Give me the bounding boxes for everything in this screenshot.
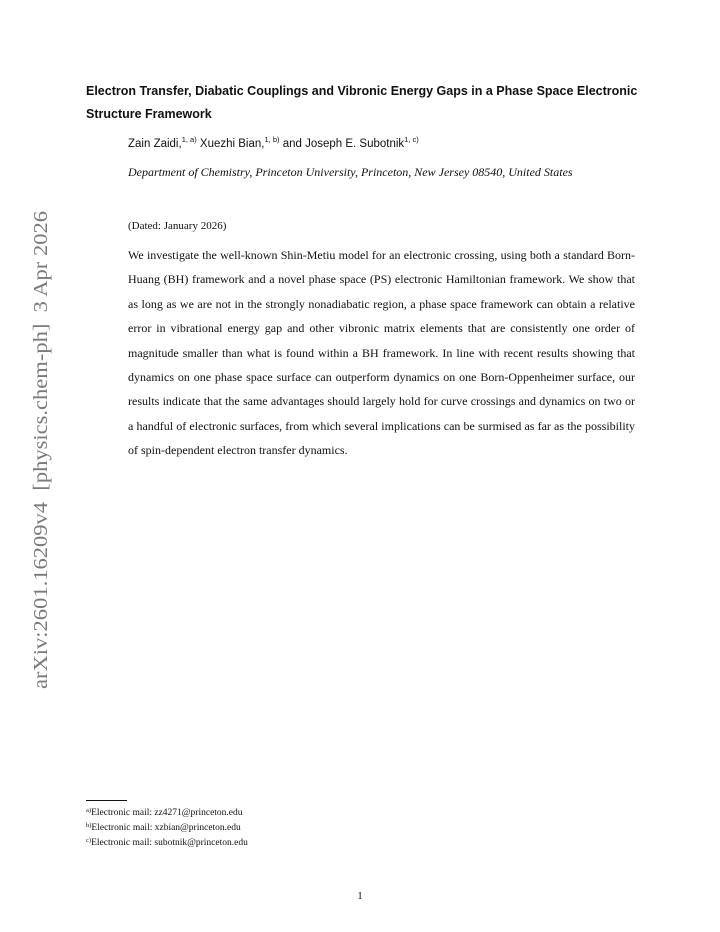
dated-line: (Dated: January 2026): [128, 220, 227, 232]
footnote-mark: b): [86, 822, 92, 829]
footnote: [86, 836, 486, 851]
author-mark: 1, c): [404, 135, 419, 144]
author-conjunction: and: [282, 138, 302, 150]
footnotes: [86, 806, 486, 851]
footnote-rule: [86, 800, 127, 801]
footnote-mark: c): [86, 837, 92, 844]
author-name: Xuezhi Bian,: [199, 138, 265, 150]
page-number: 1: [357, 890, 363, 902]
author-mark: 1, a): [181, 135, 197, 144]
footnote-mark: a): [86, 807, 92, 814]
arxiv-stamp: [11, 210, 59, 690]
arxiv-stamp-text: arXiv:2601.16209v4 [physics.chem-ph] 3 Apr 2026: [31, 275, 52, 689]
author-name: Joseph E. Subotnik: [305, 138, 405, 150]
footnote-text: Electronic mail: zz4271@princeton.edu: [91, 808, 243, 818]
paper-title: Electron Transfer, Diabatic Couplings and Vibronic Energy Gaps in a Phase Space Electronic Structure Framework: [86, 84, 638, 121]
footnote: [86, 821, 486, 836]
affiliation: Department of Chemistry, Princeton University, Princeton, New Jersey 08540, United States: [128, 165, 573, 179]
author-mark: 1, b): [264, 135, 280, 144]
footnote: [86, 806, 486, 821]
footnote-text: Electronic mail: subotnik@princeton.edu: [91, 838, 248, 848]
author-list: [128, 136, 419, 152]
author-name: Zain Zaidi,: [128, 138, 182, 150]
abstract: We investigate the well-known Shin-Metiu model for an electronic crossing, using both a standard Born-Huang (BH) framework and a novel phase space (PS) electronic Hamiltonian framework. We show that as long as we are not in the strongly nonadiabatic region, a phase space framework can obtain a relative error in vibrational energy gap and other vibronic matrix elements that are consistently one order of magnitude smaller than what is found within a BH framework. In line with recent results showing that dynamics on one phase space surface can outperform dynamics on one Born-Oppenheimer surface, our results indicate that the same advantages should largely hold for curve crossings and dynamics on two or a handful of electronic surfaces, from which several implications can be surmised as far as the possibility of spin-dependent electron transfer dynamics.: [128, 248, 635, 458]
footnote-text: Electronic mail: xzbian@princeton.edu: [91, 823, 241, 833]
